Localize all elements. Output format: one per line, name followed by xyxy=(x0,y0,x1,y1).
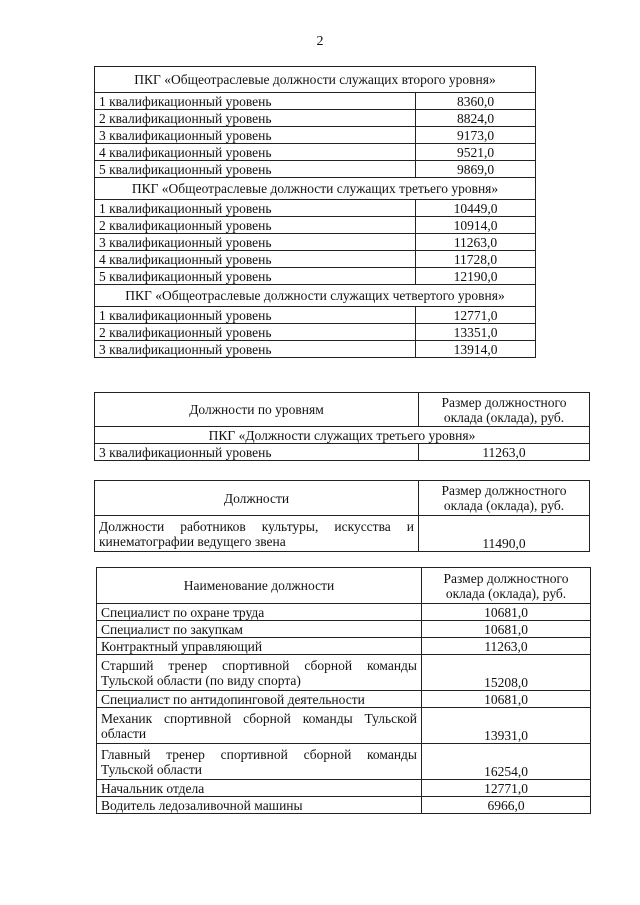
position-cell: Водитель ледозаливочной машины xyxy=(97,797,422,814)
position-cell: Должности работников культуры, искусства и кинематографии ведущего звена xyxy=(95,516,419,552)
salary-cell: 11490,0 xyxy=(419,516,590,552)
salary-cell: 12190,0 xyxy=(416,268,536,285)
position-cell: Механик спортивной сборной команды Тульской области xyxy=(97,708,422,744)
salary-cell: 8824,0 xyxy=(416,110,536,127)
pkg-general-positions-table xyxy=(94,66,536,358)
salary-cell: 11263,0 xyxy=(419,444,590,461)
header-position: Наименование должности xyxy=(97,568,422,604)
salary-cell: 10681,0 xyxy=(422,691,591,708)
level-cell: 2 квалификационный уровень xyxy=(95,217,416,234)
position-cell: Главный тренер спортивной сборной команды Тульской области xyxy=(97,744,422,780)
position-cell: Начальник отдела xyxy=(97,780,422,797)
header-salary: Размер должностного оклада (оклада), руб. xyxy=(419,393,590,427)
salary-cell: 15208,0 xyxy=(422,655,591,691)
salary-cell: 10449,0 xyxy=(416,200,536,217)
level-cell: 3 квалификационный уровень xyxy=(95,234,416,251)
culture-positions-table xyxy=(94,480,590,552)
level-cell: 5 квалификационный уровень xyxy=(95,268,416,285)
salary-cell: 11263,0 xyxy=(416,234,536,251)
group-title: ПКГ «Общеотраслевые должности служащих четвертого уровня» xyxy=(95,285,536,307)
position-cell: Специалист по антидопинговой деятельности xyxy=(97,691,422,708)
salary-cell: 13914,0 xyxy=(416,341,536,358)
level-cell: 3 квалификационный уровень xyxy=(95,341,416,358)
salary-cell: 13351,0 xyxy=(416,324,536,341)
level-cell: 1 квалификационный уровень xyxy=(95,200,416,217)
level-cell: 3 квалификационный уровень xyxy=(95,127,416,144)
header-position: Должности по уровням xyxy=(95,393,419,427)
salary-cell: 10914,0 xyxy=(416,217,536,234)
salary-cell: 16254,0 xyxy=(422,744,591,780)
positions-by-level-table xyxy=(94,392,590,461)
salary-cell: 9521,0 xyxy=(416,144,536,161)
salary-cell: 8360,0 xyxy=(416,93,536,110)
salary-cell: 9869,0 xyxy=(416,161,536,178)
position-cell: Старший тренер спортивной сборной команды Тульской области (по виду спорта) xyxy=(97,655,422,691)
level-cell: 2 квалификационный уровень xyxy=(95,324,416,341)
group-title: ПКГ «Общеотраслевые должности служащих второго уровня» xyxy=(95,67,536,93)
position-cell: Специалист по охране труда xyxy=(97,604,422,621)
group-title: ПКГ «Общеотраслевые должности служащих третьего уровня» xyxy=(95,178,536,200)
group-title: ПКГ «Должности служащих третьего уровня» xyxy=(95,427,590,444)
level-cell: 1 квалификационный уровень xyxy=(95,307,416,324)
level-cell: 3 квалификационный уровень xyxy=(95,444,419,461)
salary-cell: 11728,0 xyxy=(416,251,536,268)
salary-cell: 9173,0 xyxy=(416,127,536,144)
level-cell: 4 квалификационный уровень xyxy=(95,144,416,161)
salary-cell: 10681,0 xyxy=(422,621,591,638)
level-cell: 2 квалификационный уровень xyxy=(95,110,416,127)
salary-cell: 12771,0 xyxy=(422,780,591,797)
header-salary: Размер должностного оклада (оклада), руб. xyxy=(419,481,590,516)
position-cell: Специалист по закупкам xyxy=(97,621,422,638)
positions-table xyxy=(96,567,591,814)
header-position: Должности xyxy=(95,481,419,516)
level-cell: 1 квалификационный уровень xyxy=(95,93,416,110)
position-cell: Контрактный управляющий xyxy=(97,638,422,655)
salary-cell: 12771,0 xyxy=(416,307,536,324)
level-cell: 5 квалификационный уровень xyxy=(95,161,416,178)
salary-cell: 10681,0 xyxy=(422,604,591,621)
salary-cell: 6966,0 xyxy=(422,797,591,814)
salary-cell: 11263,0 xyxy=(422,638,591,655)
salary-cell: 13931,0 xyxy=(422,708,591,744)
page-number: 2 xyxy=(316,34,324,49)
header-salary: Размер должностного оклада (оклада), руб. xyxy=(422,568,591,604)
level-cell: 4 квалификационный уровень xyxy=(95,251,416,268)
